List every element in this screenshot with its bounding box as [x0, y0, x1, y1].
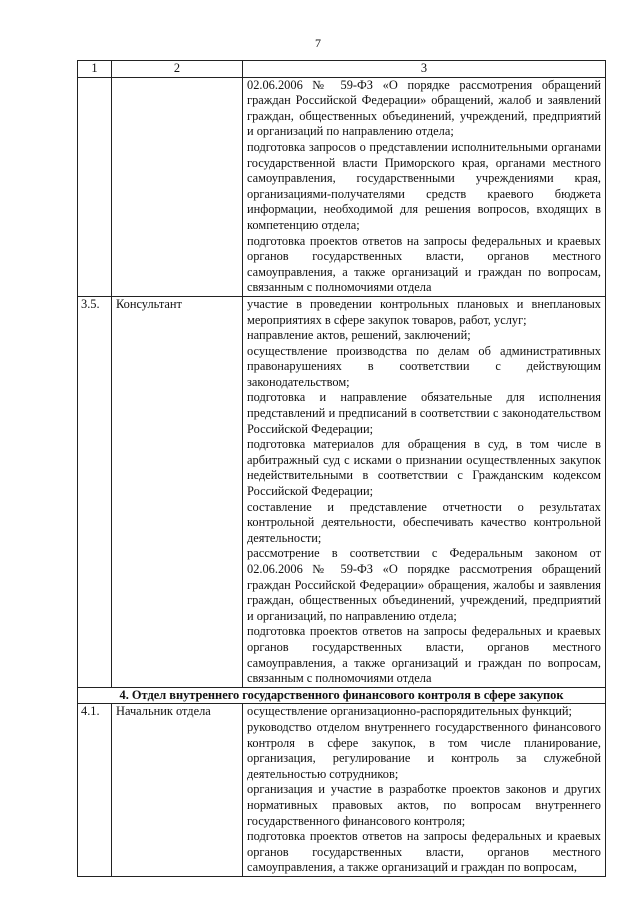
header-col-3: 3	[243, 61, 606, 78]
position-name	[112, 77, 243, 296]
duty-item: руководство отделом внутреннего государственного финансового контроля в сфере закупок, в том числе планирование, организация, регулирование и контроль за служебной деятельностью сотрудников;	[247, 719, 601, 781]
row-number: 4.1.	[78, 704, 112, 877]
duty-item: 02.06.2006 № 59-ФЗ «О порядке рассмотрения обращений граждан Российской Федерации» обращений, жалоб и заявлений граждан, общественных объединений, учреждений, предприятий и организаций по направлению отдела;	[247, 77, 601, 139]
duty-item: подготовка запросов о представлении исполнительными органами государственной власти Приморского края, органами местного самоуправления, государственными учреждениями края, организациями-получателями средств краевого бюджета информации, необходимой для решения вопросов, входящих в компетенцию отдела;	[247, 139, 601, 232]
table-row	[78, 77, 606, 296]
duty-item: участие в проведении контрольных плановых и внеплановых мероприятиях в сфере закупок товаров, работ, услуг;	[247, 296, 601, 327]
duty-item: подготовка и направление обязательные для исполнения представлений и предписаний в соответствии с законодательством Российской Федерации;	[247, 390, 601, 436]
position-name: Консультант	[112, 296, 243, 687]
duty-item: подготовка материалов для обращения в суд, в том числе в арбитражный суд с исками о признании осуществленных закупок недействительными в соответствии с Гражданским кодексом Российской Федерации;	[247, 437, 601, 499]
duties-cell	[243, 296, 606, 687]
duty-item: организация и участие в разработке проектов законов и других нормативных правовых актов, по вопросам внутреннего государственного финансового контроля;	[247, 782, 601, 828]
row-number: 3.5.	[78, 296, 112, 687]
header-col-2: 2	[112, 61, 243, 78]
section-heading: 4. Отдел внутреннего государственного финансового контроля в сфере закупок	[78, 687, 606, 704]
duties-table	[77, 60, 606, 877]
duty-item: рассмотрение в соответствии с Федеральным законом от 02.06.2006 № 59-ФЗ «О порядке рассмотрения обращений граждан Российской Федерации» обращения, жалобы и заявления граждан, общественных объединений, учреждений, предприятий и организаций, по направлению отдела;	[247, 546, 601, 623]
table-row	[78, 296, 606, 687]
duty-item: осуществление производства по делам об административных правонарушениях в соответствии с действующим законодательством;	[247, 343, 601, 389]
duty-item: подготовка проектов ответов на запросы федеральных и краевых органов государственных власти, органов местного самоуправления, а также организаций и граждан по вопросам,	[247, 829, 601, 875]
duty-item: подготовка проектов ответов на запросы федеральных и краевых органов государственных власти, органов местного самоуправления, а также организаций и граждан по вопросам, связанным с полномочиями отдела	[247, 624, 601, 686]
duties-cell	[243, 77, 606, 296]
duties-cell	[243, 704, 606, 877]
duty-item: направление актов, решений, заключений;	[247, 328, 471, 343]
duty-item: осуществление организационно-распорядительных функций;	[247, 704, 572, 719]
header-col-1: 1	[78, 61, 112, 78]
table-header-row	[78, 61, 606, 78]
duty-item: составление и представление отчетности о результатах контрольной деятельности, обеспечивать качество контрольной деятельности;	[247, 499, 601, 545]
position-name: Начальник отдела	[112, 704, 243, 877]
duty-item: подготовка проектов ответов на запросы федеральных и краевых органов государственных власти, органов местного самоуправления, а также организаций и граждан по вопросам, связанным с полномочиями отдела	[247, 233, 601, 295]
row-number	[78, 77, 112, 296]
page-number: 7	[315, 36, 321, 50]
section-heading-row	[78, 687, 606, 704]
table-row	[78, 704, 606, 877]
